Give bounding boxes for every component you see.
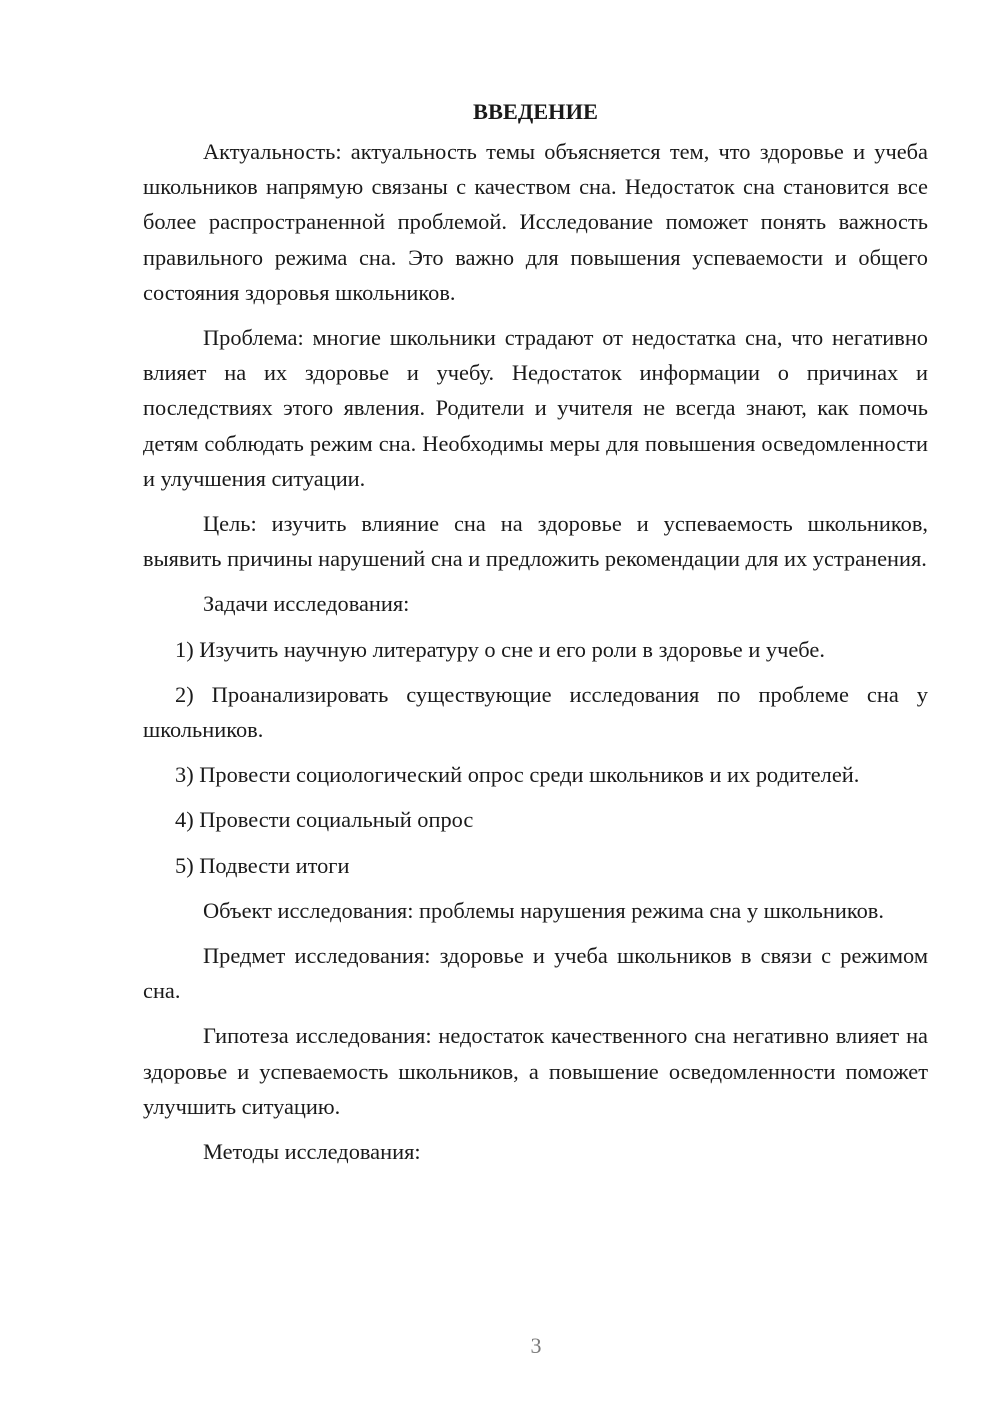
paragraph-subject: Предмет исследования: здоровье и учеба школьников в связи с режимом сна.: [143, 943, 928, 1004]
page-title: ВВЕДЕНИЕ: [473, 99, 598, 124]
paragraph-object: Объект исследования: проблемы нарушения режима сна у школьников.: [203, 897, 884, 923]
task-item-2: 2) Проанализировать существующие исследования по проблеме сна у школьников.: [143, 681, 928, 743]
task-item-1: 1) Изучить научную литературу о сне и его роли в здоровье и учебе.: [175, 636, 825, 662]
document-page: [143, 94, 928, 1179]
paragraph-relevance: Актуальность: актуальность темы объясняется тем, что здоровье и учеба школьников напрямую связаны с качеством сна. Недостаток сна становится все более распространенной проблемой. Исследование поможет понять важность правильного режима сна. Это важно для повышения успеваемости и общего состояния здоровья школьников.: [143, 139, 928, 305]
task-item-5: 5) Подвести итоги: [175, 852, 350, 878]
page-number: 3: [530, 1333, 542, 1358]
paragraph-hypothesis: Гипотеза исследования: недостаток качественного сна негативно влияет на здоровье и успеваемость школьников, а повышение осведомленности поможет улучшить ситуацию.: [143, 1023, 928, 1119]
methods-heading: Методы исследования:: [203, 1139, 421, 1165]
tasks-heading: Задачи исследования:: [203, 591, 410, 617]
paragraph-goal: Цель: изучить влияние сна на здоровье и успеваемость школьников, выявить причины нарушений сна и предложить рекомендации для их устранения.: [143, 511, 928, 572]
task-item-4: 4) Провести социальный опрос: [175, 807, 474, 833]
task-item-3: 3) Провести социологический опрос среди школьников и их родителей.: [175, 762, 860, 788]
paragraph-problem: Проблема: многие школьники страдают от недостатка сна, что негативно влияет на их здоровье и учебу. Недостаток информации о причинах и последствиях этого явления. Родители и учителя не всегда знают, как помочь детям соблюдать режим сна. Необходимы меры для повышения осведомленности и улучшения ситуации.: [143, 325, 928, 491]
